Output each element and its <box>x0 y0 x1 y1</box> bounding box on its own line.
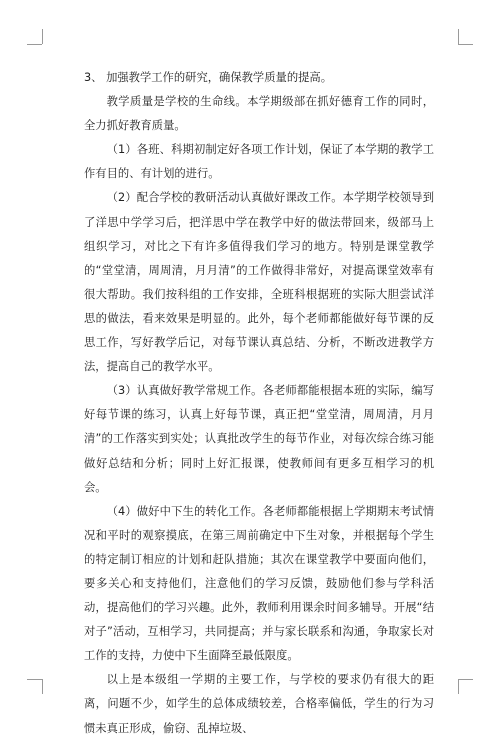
crop-mark-bottom-left-h <box>27 679 42 680</box>
paragraph-item-2: （2）配合学校的教研活动认真做好课改工作。本学期学校领导到了洋思中学学习后，把洋思中学在教学中好的做法带回来，级部马上组织学习，对比之下有许多值得我们学习的地方。特别是课堂教学的“堂堂清，周周清，月月清”的工作做得非常好，对提高课堂效率有很大帮助。我们按科组的工作安排，全班科根据班的实际大胆尝试洋思的做法，看来效果是明显的。此外，每个老师都能做好每节课的反思工作，写好教学后记，对每节课认真总结、分析，不断改进教学方法，提高自己的教学水平。 <box>84 191 434 374</box>
crop-mark-top-right-h <box>458 44 473 45</box>
paragraph-item-1: （1）各班、科期初制定好各项工作计划，保证了本学期的教学工作有目的、有计划的进行。 <box>84 143 434 181</box>
document-body <box>84 66 434 741</box>
crop-mark-bottom-right-h <box>458 679 473 680</box>
paragraph-summary: 以上是本级组一学期的主要工作，与学校的要求仍有很大的距离，问题不少，如学生的总体成绩较差，合格率偏低，学生的行为习惯未真正形成，偷窃、乱掉垃圾、 <box>84 673 434 735</box>
crop-mark-bottom-right-v <box>458 679 459 694</box>
crop-mark-top-right-v <box>458 29 459 44</box>
crop-mark-bottom-left-v <box>42 679 43 694</box>
crop-mark-top-left-v <box>42 29 43 44</box>
paragraph-intro: 教学质量是学校的生命线。本学期级部在抓好德育工作的同时，全力抓好教育质量。 <box>84 95 434 133</box>
section-heading: 3、 加强教学工作的研究，确保教学质量的提高。 <box>84 71 333 84</box>
crop-mark-top-left-h <box>27 44 42 45</box>
paragraph-item-3: （3）认真做好教学常规工作。各老师都能根据本班的实际，编写好每节课的练习，认真上好每节课，真正把“堂堂清，周周清，月月清”的工作落实到实处；认真批改学生的每节作业，对每次综合练习能做好总结和分析；同时上好汇报课，使教师间有更多互相学习的机会。 <box>84 384 434 494</box>
paragraph-item-4: （4）做好中下生的转化工作。各老师都能根据上学期期末考试情况和平时的观察摸底，在第三周前确定中下生对象，并根据每个学生的特定制订相应的计划和赶队措施；其次在课堂教学中要面向他们，要多关心和支持他们，注意他们的学习反馈，鼓励他们参与学科活动，提高他们的学习兴趣。此外，教师利用课余时间多辅导。开展“结对子”活动，互相学习，共同提高；并与家长联系和沟通，争取家长对工作的支持，力使中下生面降至最低限度。 <box>84 504 434 663</box>
